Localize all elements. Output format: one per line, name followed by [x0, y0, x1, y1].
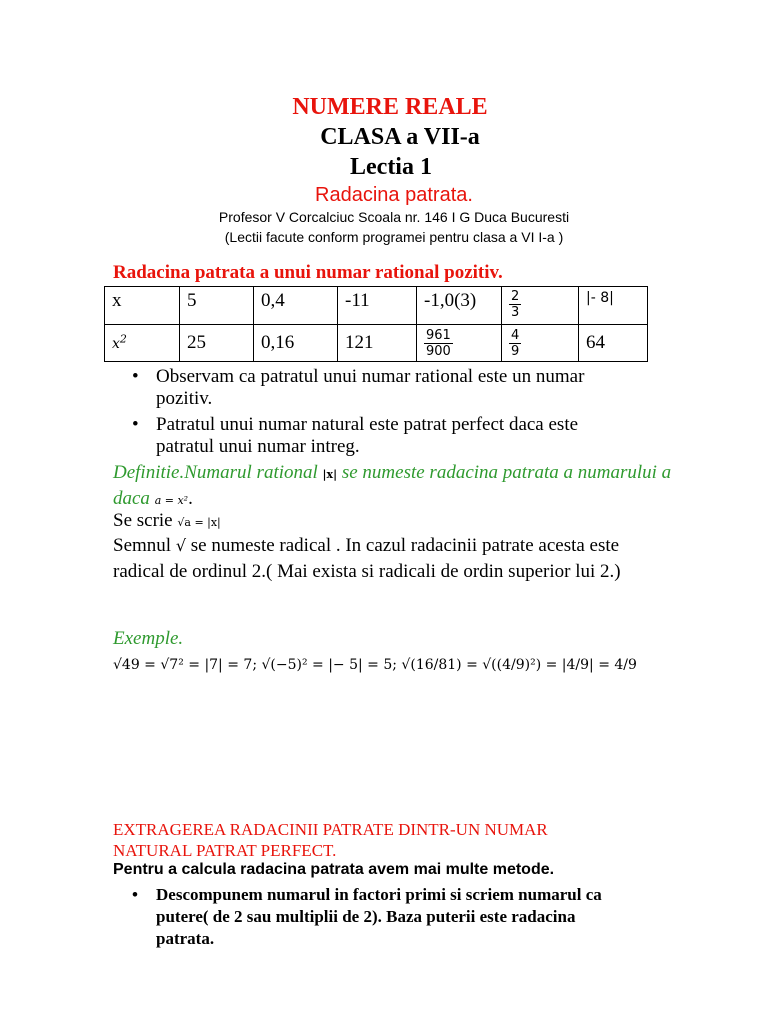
table-cell: 0,16 [254, 325, 338, 362]
definition-text: Definitie.Numarul rational [113, 462, 323, 483]
squares-table [104, 286, 648, 362]
notation-label: Se scrie [113, 510, 178, 531]
list-item: • Observam ca patratul unui numar rational este un numar pozitiv. [113, 366, 633, 410]
table-cell: $x^2$ [105, 325, 180, 362]
table-cell: 64 [579, 325, 648, 362]
table-cell: -1,0(3) [417, 287, 502, 325]
table-cell: 5 [180, 287, 254, 325]
methods-intro: Pentru a calcula radacina patrata avem mai multe metode. [113, 861, 555, 878]
radical-note-text: se numeste radical . In cazul radacinii patrate acesta este radical de ordinul 2.( Mai exista si radicali de ordin superior lui 2.) [113, 535, 621, 582]
class-line: CLASA a VII-a [320, 124, 480, 150]
fraction: $\frac{2}{3}$ [511, 289, 520, 320]
examples-formula: √49 = √7² = |7| = 7; √(−5)² = |− 5| = 5; √(16/81) = √((4/9)²) = |4/9| = 4/9 [113, 657, 637, 673]
notation-formula: √a = |x| [177, 516, 221, 529]
definition-text: se numeste radacina patrata a numarului a daca [113, 462, 672, 509]
list-item: • Patratul unui numar natural este patrat perfect daca este patratul unui numar intreg. [113, 414, 633, 458]
table-cell: 25 [180, 325, 254, 362]
table-cell: |- 8| [579, 287, 648, 325]
fraction: $\frac{4}{9}$ [511, 327, 520, 359]
definition-paragraph [113, 461, 673, 513]
table-cell [417, 325, 502, 362]
table-cell: -11 [338, 287, 417, 325]
table-cell [502, 287, 579, 325]
table-cell [502, 325, 579, 362]
table-cell: 121 [338, 325, 417, 362]
document-title: NUMERE REALE [292, 94, 488, 120]
observations-list [113, 366, 633, 462]
radical-sign-icon: √ [175, 536, 187, 555]
radical-note [113, 533, 673, 585]
notation-line [113, 510, 221, 532]
list-item: • Descompunem numarul in factori primi si scriem numarul ca putere( de 2 sau multiplii de 2). Baza puterii este radacina patrata. [113, 884, 633, 950]
methods-list [113, 884, 633, 954]
section-heading: EXTRAGEREA RADACINII PATRATE DINTR-UN NUMAR NATURAL PATRAT PERFECT. [113, 820, 548, 860]
table-cell: 0,4 [254, 287, 338, 325]
definition-formula: a = x² [154, 494, 189, 507]
table-row [105, 325, 648, 362]
radical-note-text: Semnul [113, 535, 176, 556]
table-row [105, 287, 648, 325]
author-line: Profesor V Corcalciuc Scoala nr. 146 I G Duca Bucuresti [218, 209, 570, 225]
lesson-title: Lectia 1 [350, 154, 432, 180]
examples-heading: Exemple. [113, 628, 184, 649]
section-heading: Radacina patrata a unui numar rational pozitiv. [113, 262, 503, 283]
fraction: $\frac{961}{900}$ [426, 327, 451, 359]
definition-end: . [188, 488, 193, 509]
table-cell: x [105, 287, 180, 325]
curriculum-note: (Lectii facute conform programei pentru clasa a VI I-a ) [224, 229, 564, 245]
absolute-x-symbol: |x| [322, 468, 338, 481]
topic-title: Radacina patrata. [315, 184, 473, 206]
